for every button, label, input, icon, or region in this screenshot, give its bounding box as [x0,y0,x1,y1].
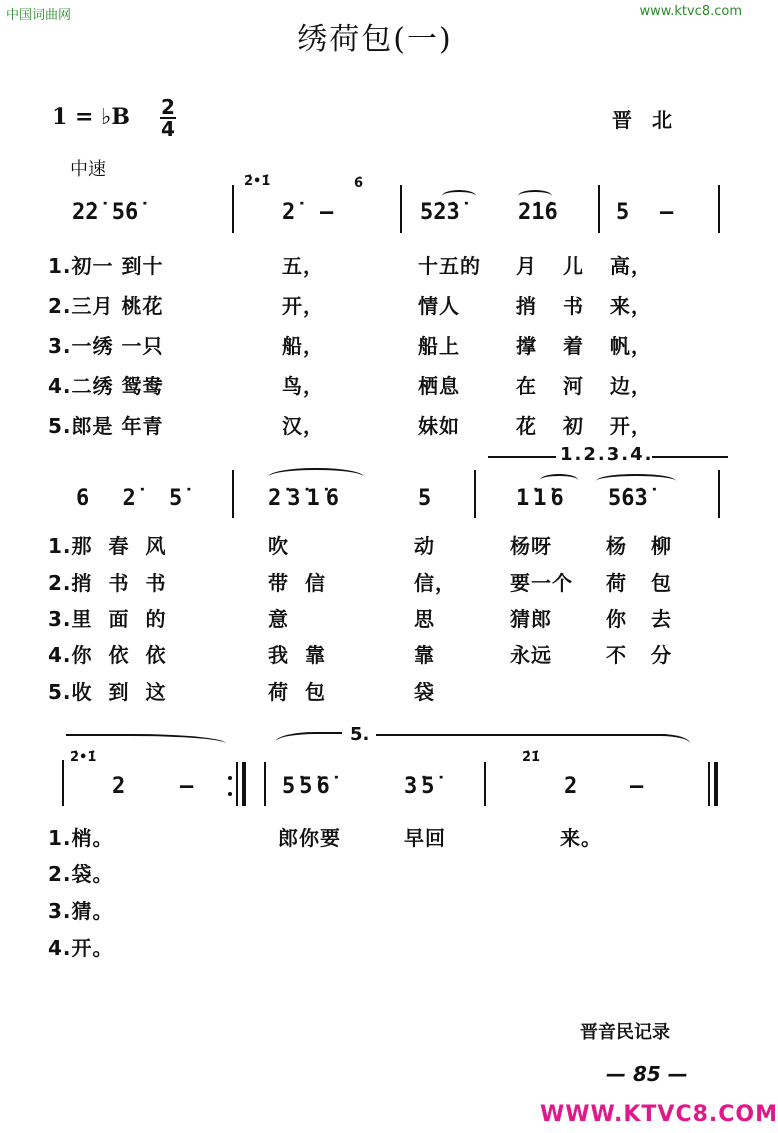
s1-lyric-2b: 开， [282,294,324,318]
s2-measure-2: 2̇3̇1̇6 [268,486,345,511]
s3-measure-3-note: 2 [564,774,578,799]
s1-measure-2-note: 2̇ [282,200,296,225]
s2-lyric-2d: 要一个 [510,571,573,595]
s1-lyric-1b: 五， [282,254,324,278]
s3-grace-1: 2̇•1̇ [70,750,97,765]
s2-lyric-4a: 4.你 依 依 [48,643,167,667]
s2-lyric-5c: 袋 [414,680,435,704]
s2-lyric-2c: 信， [414,571,456,595]
s2-lyric-3e: 你 去 [606,607,672,631]
s3-measure-3-dash: — [630,774,644,799]
site-watermark: WWW.KTVC8.COM [540,1102,778,1127]
s3-repeat-bar-thin [236,762,238,806]
s1-measure-4-note: 5 [616,200,630,225]
s1-measure-3b: 2̇1̇6 [518,200,558,225]
s2-barline-1 [232,470,234,518]
page-number: — 85 — [606,1062,688,1086]
s3-repeat-dot-bottom [228,792,232,796]
s3-measure-1-note: 2 [112,774,126,799]
s1-lyric-3a: 3.一绣 一只 [48,334,164,358]
s3-measure-2a: 5̇5̇6̇ [282,774,334,799]
s1-lyric-4b: 鸟， [282,374,324,398]
s1-lyric-5d: 花 初 开， [516,414,652,438]
s2-lyric-3a: 3.里 面 的 [48,607,167,631]
s2-lyric-3b: 意 [268,607,289,631]
s1-measure-3a: 5̇2̇3̇ [420,200,460,225]
key-signature: 1 = ♭B [52,104,131,130]
s1-lyric-5a: 5.郎是 年青 [48,414,164,438]
s1-lyric-5b: 汉， [282,414,324,438]
s1-lyric-2d: 捎 书 来， [516,294,652,318]
s3-volta-arc-left [276,732,342,748]
watermark-left: 中国词曲网 [6,8,72,23]
s2-barline-2 [474,470,476,518]
recorder-credit: 晋音民记录 [580,1022,670,1043]
s3-lyric-1c: 早回 [404,826,446,850]
s2-barline-end [718,470,720,518]
time-signature [160,95,176,141]
time-sig-bottom: 4 [161,117,175,141]
s2-volta-line-left [488,456,556,458]
s1-lyric-1c: 十五的 [418,254,481,278]
s2-lyric-2b: 带 信 [268,571,326,595]
s2-lyric-1b: 吹 [268,534,289,558]
s3-measure-1-dash: — [180,774,194,799]
s2-lyric-3c: 思 [414,607,435,631]
s3-volta-arc-right [640,734,690,750]
s3-repeat-dot-top [228,776,232,780]
s2-lyric-5b: 荷 包 [268,680,326,704]
s3-barline-2 [264,762,266,806]
s1-barline-1 [232,185,234,233]
s2-lyric-1a: 1.那 春 风 [48,534,167,558]
s2-volta-label: 1.2.3.4. [560,444,654,465]
s2-lyric-1d: 杨呀 [510,534,552,558]
s1-measure-1: 2̇2̇ 5̇6̇ [72,200,139,225]
s2-lyric-2e: 荷 包 [606,571,672,595]
s3-lyric-1b: 郎你要 [278,826,341,850]
s2-measure-3a: 1̇1̇6 [516,486,568,511]
s1-lyric-2c: 情人 [418,294,460,318]
s1-lyric-5c: 妹如 [418,414,460,438]
s2-lyric-1c: 动 [414,534,435,558]
s3-lyric-2: 2.袋。 [48,862,114,886]
s1-grace-2: 6̇ [354,176,364,191]
s1-barline-2 [400,185,402,233]
s3-volta-label: 5. [350,724,370,745]
s3-grace-2: 2̇1̇ [522,750,541,765]
s2-measure-1: 6 2̇ 5̇ [76,486,183,511]
s2-lyric-1e: 杨 柳 [606,534,672,558]
s1-lyric-1a: 1.初一 到十 [48,254,164,278]
s2-lyric-4c: 靠 [414,643,435,667]
s3-lyric-1a: 1.梢。 [48,826,114,850]
s1-barline-3 [598,185,600,233]
s1-lyric-4c: 栖息 [418,374,460,398]
s2-lyric-4d: 永远 [510,643,552,667]
s3-measure-2b: 3̇5̇ [404,774,439,799]
s3-volta-line [376,734,666,736]
s3-lyric-1d: 来。 [560,826,602,850]
s1-measure-2-dash: — [320,200,334,225]
s1-measure-4-dash: — [660,200,674,225]
s3-lyric-3: 3.猜。 [48,899,114,923]
s2-volta-line-right [652,456,728,458]
s2-lyric-5a: 5.收 到 这 [48,680,167,704]
s1-lyric-2a: 2.三月 桃花 [48,294,164,318]
s3-final-bar-thick [714,762,718,806]
watermark-right: www.ktvc8.com [639,4,742,19]
s3-repeat-bar-thick [242,762,246,806]
s1-lyric-4d: 在 河 边， [516,374,652,398]
s1-lyric-4a: 4.二绣 鸳鸯 [48,374,164,398]
time-sig-top: 2 [161,95,175,119]
s3-final-bar-thin [708,762,710,806]
s1-barline-end [718,185,720,233]
s1-lyric-1d: 月 儿 高， [516,254,652,278]
s3-tie-from-previous [66,734,226,750]
s2-measure-3b: 5̇6̇3̇ [608,486,648,511]
s2-measure-2-note: 5 [418,486,432,511]
s3-lyric-4: 4.开。 [48,936,114,960]
s1-lyric-3d: 撑 着 帆， [516,334,652,358]
s1-grace-1: 2̇•1̇ [244,174,271,189]
s2-lyric-3d: 猜郎 [510,607,552,631]
tempo-marking: 中速 [70,159,106,180]
song-origin: 晋北 [612,108,692,132]
s3-barline-3 [484,762,486,806]
s2-slur-2 [540,474,578,486]
s2-lyric-4e: 不 分 [606,643,672,667]
s2-slur-1 [268,468,364,486]
s3-barline-start [62,760,64,806]
s1-lyric-3b: 船， [282,334,324,358]
s1-lyric-3c: 船上 [418,334,460,358]
song-title: 绣荷包(一) [297,22,453,57]
s2-lyric-4b: 我 靠 [268,643,326,667]
s2-lyric-2a: 2.捎 书 书 [48,571,167,595]
